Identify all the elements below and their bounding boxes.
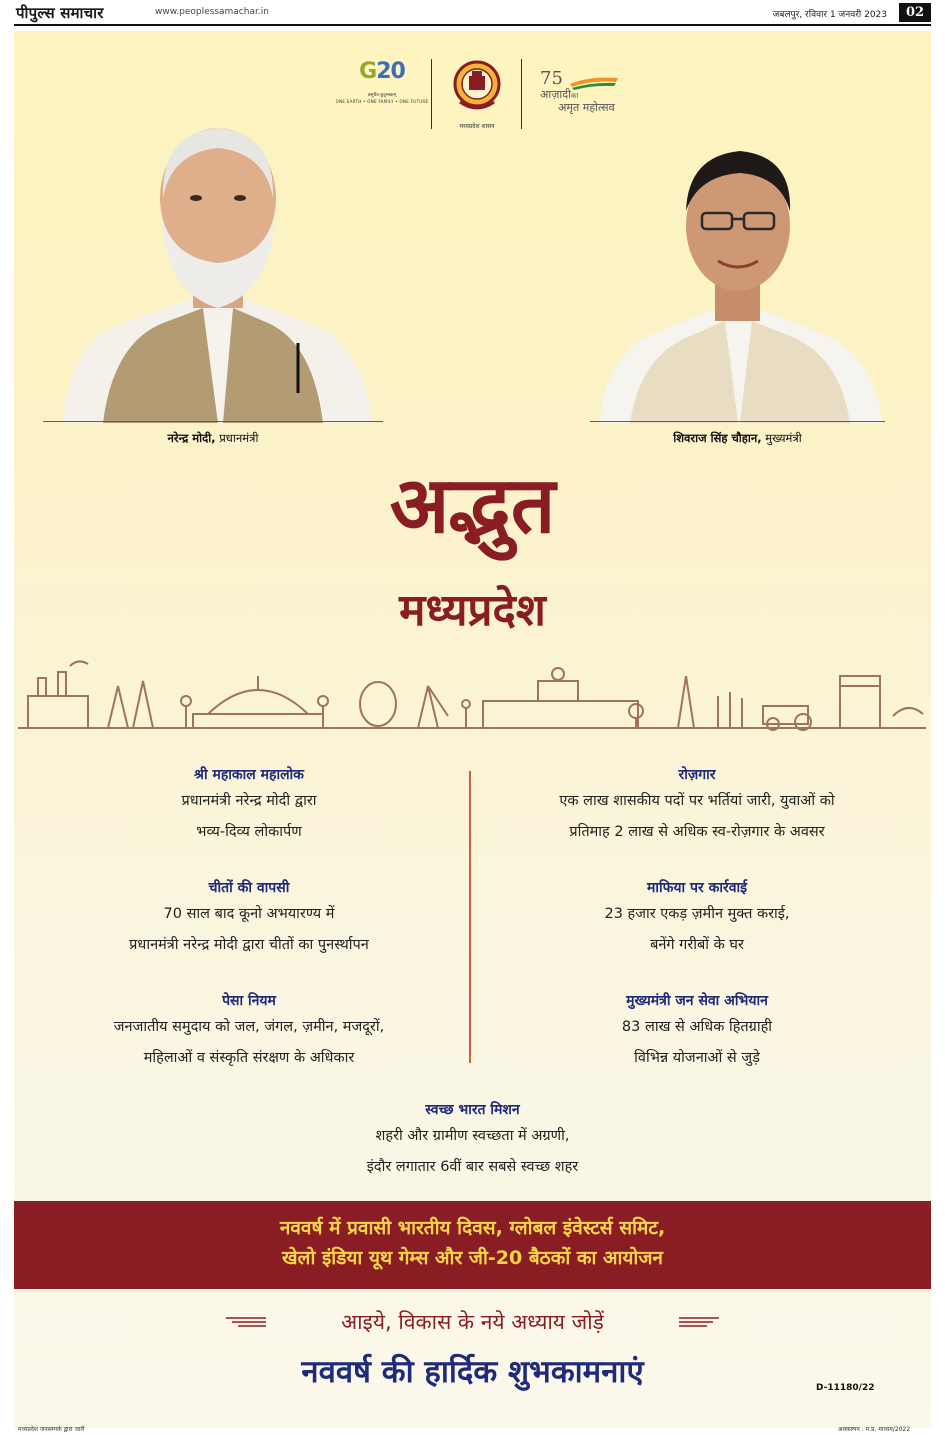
- portrait-prime-minister: [43, 93, 383, 423]
- achievement-text: 70 साल बाद कूनो अभयारण्य में: [163, 906, 335, 922]
- portrait-chief-minister: [590, 121, 885, 423]
- design-credit: अवकल्पन : म.प्र. माध्यम/2022: [838, 1426, 911, 1433]
- caption-prime-minister: नरेन्द्र मोदी, प्रधानमंत्री: [167, 431, 259, 445]
- achievement-item: [482, 877, 912, 990]
- achievement-text: 83 लाख से अधिक हितग्राही: [621, 1019, 773, 1035]
- caption-chief-minister: शिवराज सिंह चौहान, मुख्यमंत्री: [673, 431, 802, 445]
- achievement-title: श्री महाकाल महालोक: [194, 767, 304, 783]
- azadi-amrit-mahotsav-logo: [540, 68, 640, 115]
- mp-emblem-icon: [452, 58, 502, 116]
- tagline: आइये, विकास के नये अध्याय जोड़ें: [341, 1310, 604, 1334]
- achievements-left-column: [34, 764, 464, 1103]
- newspaper-url[interactable]: www.peoplessamachar.in: [155, 7, 269, 17]
- azadi-line1: आज़ादीका: [540, 88, 579, 101]
- mp-caption: मध्यप्रदेश शासन: [459, 123, 495, 130]
- achievement-text: प्रतिमाह 2 लाख से अधिक स्व-रोज़गार के अवसर: [569, 824, 825, 840]
- achievement-title: चीतों की वापसी: [208, 880, 290, 896]
- issuer-credit: मध्यप्रदेश जनसम्पर्क द्वारा जारी: [18, 1426, 85, 1433]
- headline-sub: मध्यप्रदेश: [399, 585, 546, 636]
- newspaper-masthead: [0, 0, 945, 30]
- decorative-lines-icon: [679, 1316, 719, 1328]
- achievement-text: विभिन्न योजनाओं से जुड़े: [634, 1050, 760, 1066]
- achievement-text: जनजातीय समुदाय को जल, जंगल, ज़मीन, मजदूरों,: [113, 1019, 385, 1035]
- achievement-item: [34, 764, 464, 877]
- achievement-title: माफिया पर कार्रवाई: [647, 880, 747, 896]
- achievement-title: रोज़गार: [678, 767, 716, 783]
- azadi-line2: अमृत महोत्सव: [558, 101, 615, 114]
- achievement-title: पेसा नियम: [222, 993, 276, 1009]
- mp-landmarks-skyline-illustration: [18, 656, 926, 732]
- achievement-item: [482, 990, 912, 1103]
- ad-code: D-11180/22: [816, 1383, 875, 1393]
- page-number: 02: [899, 3, 931, 22]
- newspaper-brand[interactable]: पीपुल्स समाचार: [16, 4, 104, 22]
- achievement-text: शहरी और ग्रामीण स्वच्छता में अग्रणी,: [375, 1128, 570, 1144]
- logo-divider: [521, 59, 522, 129]
- g20-motto-hindi: वसुधैव कुटुम्बकम्: [367, 93, 397, 98]
- g20-mark: G20: [359, 59, 405, 84]
- portrait-rule: [590, 421, 885, 422]
- achievement-text: 23 हजार एकड़ ज़मीन मुक्त कराई,: [604, 906, 790, 922]
- flag-swoosh-icon: [568, 74, 620, 92]
- achievements-right-column: [482, 764, 912, 1103]
- achievement-text: भव्य-दिव्य लोकार्पण: [196, 824, 302, 840]
- portrait-illustration: [590, 121, 885, 423]
- achievement-title: स्वच्छ भारत मिशन: [425, 1102, 520, 1118]
- edition-date: जबलपुर, रविवार 1 जनवरी 2023: [772, 10, 887, 20]
- advertisement-panel: [14, 31, 931, 1428]
- achievement-text: प्रधानमंत्री नरेन्द्र मोदी द्वारा चीतों का पुनर्स्थापन: [129, 937, 369, 953]
- achievement-text: इंदौर लगातार 6वीं बार सबसे स्वच्छ शहर: [366, 1159, 579, 1175]
- achievement-item: [34, 877, 464, 990]
- achievement-text: बनेंगे गरीबों के घर: [650, 937, 744, 953]
- achievement-text: महिलाओं व संस्कृति संरक्षण के अधिकार: [143, 1050, 355, 1066]
- mp-government-logo: [442, 58, 512, 130]
- achievement-text: एक लाख शासकीय पदों पर भर्तियां जारी, युवाओं को: [559, 793, 835, 809]
- achievement-item-swachh-bharat: [204, 1099, 741, 1183]
- events-banner: [14, 1201, 931, 1289]
- portrait-illustration: [43, 93, 383, 423]
- achievement-item: [482, 764, 912, 877]
- banner-line: खेलो इंडिया यूथ गेम्स और जी-20 बैठकों का आयोजन: [282, 1247, 663, 1269]
- achievement-item: [34, 990, 464, 1103]
- tagline-container: [14, 1304, 931, 1340]
- banner-line: नववर्ष में प्रवासी भारतीय दिवस, ग्लोबल इंवेस्टर्स समिट,: [279, 1217, 666, 1239]
- new-year-greeting: नववर्ष की हार्दिक शुभकामनाएं: [301, 1354, 644, 1390]
- g20-motto-english: ONE EARTH • ONE FAMILY • ONE FUTURE: [335, 99, 429, 104]
- portrait-rule: [43, 421, 383, 422]
- azadi-number: 75: [540, 68, 563, 89]
- achievement-text: प्रधानमंत्री नरेन्द्र मोदी द्वारा: [181, 793, 317, 809]
- headline-main: अद्भुत: [389, 461, 556, 551]
- logo-divider: [431, 59, 432, 129]
- achievement-title: मुख्यमंत्री जन सेवा अभियान: [626, 993, 768, 1009]
- column-divider: [469, 771, 471, 1063]
- masthead-rule: [14, 24, 931, 26]
